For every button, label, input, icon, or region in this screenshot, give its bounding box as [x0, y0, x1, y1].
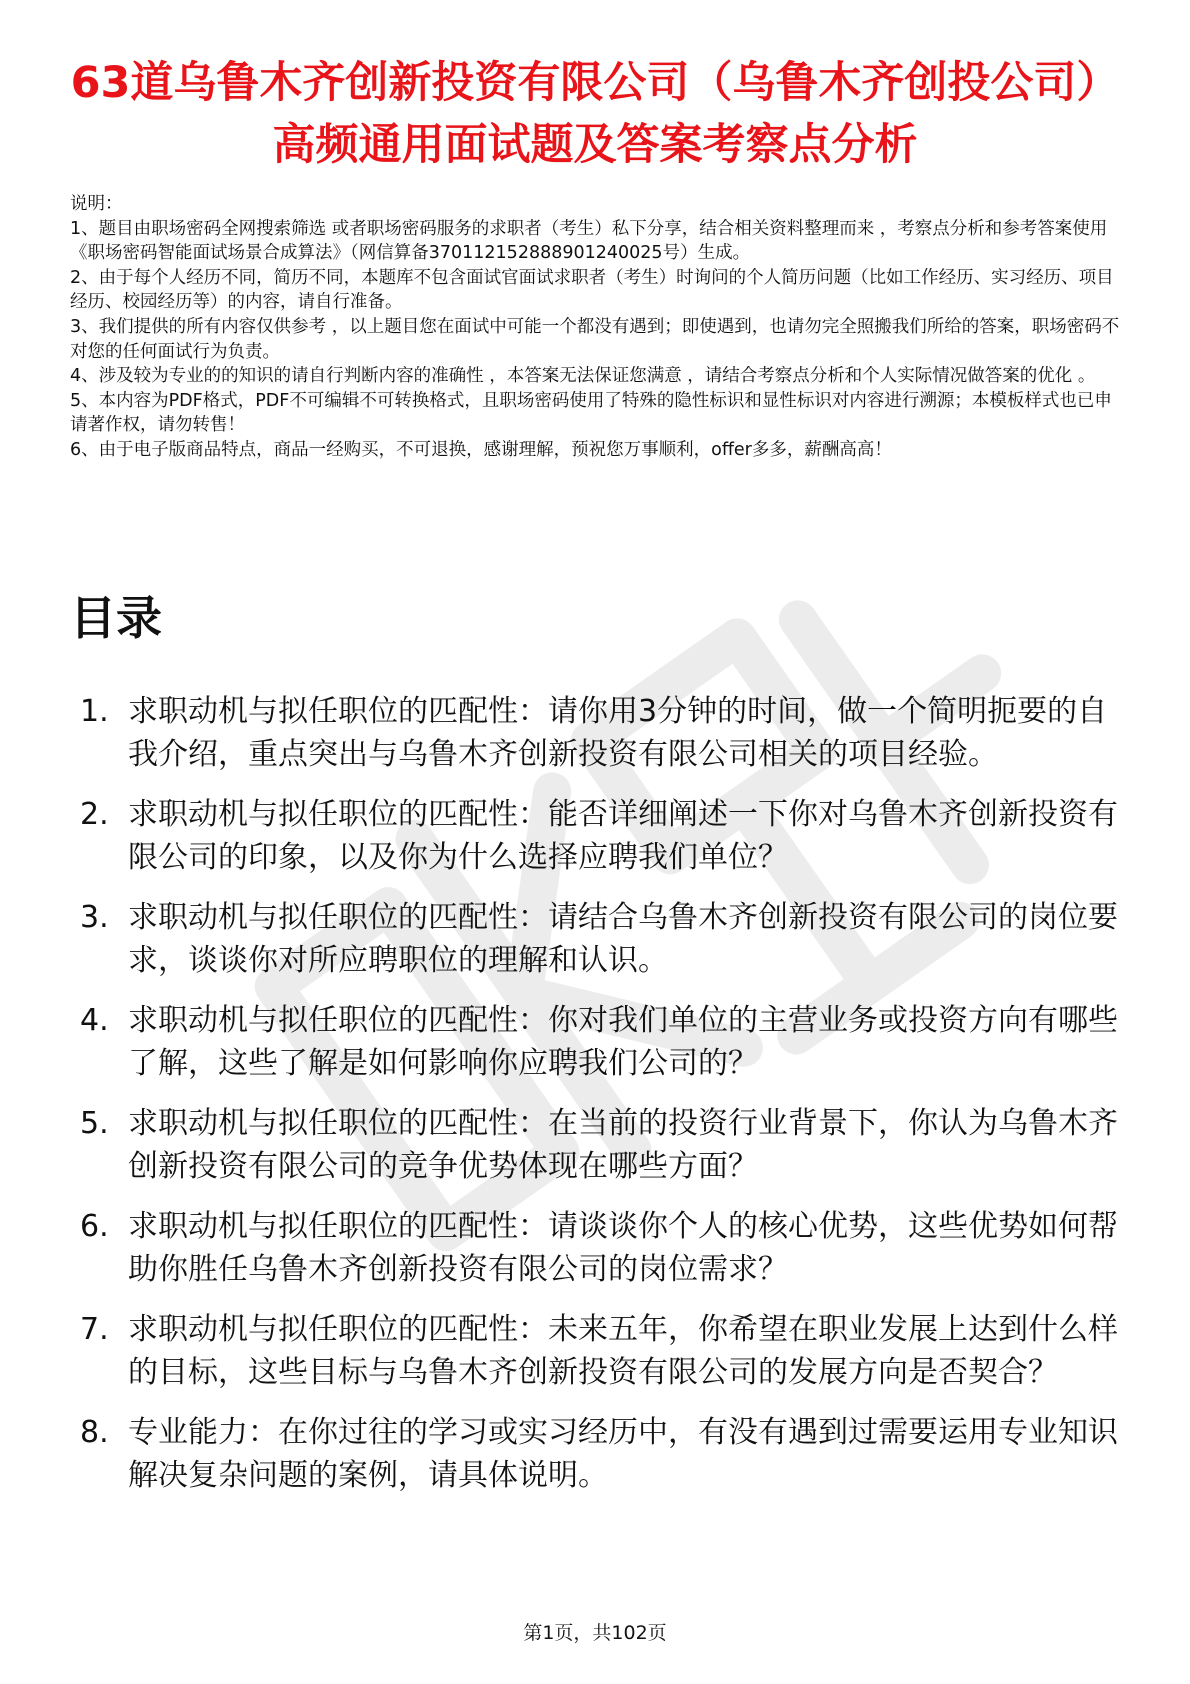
toc-item-text: 求职动机与拟任职位的匹配性：请结合乌鲁木齐创新投资有限公司的岗位要求，谈谈你对所应聘职位的理解和认识。 [128, 900, 1118, 978]
toc-item-number: 6. [80, 1209, 109, 1244]
toc-item-text: 求职动机与拟任职位的匹配性：请你用3分钟的时间，做一个简明扼要的自我介绍，重点突出与乌鲁木齐创新投资有限公司相关的项目经验。 [128, 694, 1108, 772]
toc-item-text: 求职动机与拟任职位的匹配性：未来五年，你希望在职业发展上达到什么样的目标，这些目标与乌鲁木齐创新投资有限公司的发展方向是否契合？ [128, 1312, 1118, 1390]
note-item: 3、我们提供的所有内容仅供参考 ，以上题目您在面试中可能一个都没有遇到；即使遇到，也请勿完全照搬我们所给的答案，职场密码不对您的任何面试行为负责。 [70, 316, 1120, 362]
toc-item[interactable] [70, 1411, 1125, 1497]
toc-item[interactable] [70, 896, 1125, 982]
toc-item[interactable] [70, 793, 1125, 879]
toc-item-number: 8. [80, 1415, 109, 1450]
note-item: 5、本内容为PDF格式，PDF不可编辑不可转换格式，且职场密码使用了特殊的隐性标识和显性标识对内容进行溯源；本模板样式也已申请著作权，请勿转售！ [70, 390, 1112, 436]
toc-item[interactable] [70, 1308, 1125, 1394]
toc-item-number: 3. [80, 900, 109, 935]
toc-item[interactable] [70, 1102, 1125, 1188]
toc-item[interactable] [70, 690, 1125, 776]
toc-item-text: 求职动机与拟任职位的匹配性：能否详细阐述一下你对乌鲁木齐创新投资有限公司的印象，以及你为什么选择应聘我们单位？ [128, 797, 1118, 875]
toc-item-number: 4. [80, 1003, 109, 1038]
note-item: 2、由于每个人经历不同，简历不同，本题库不包含面试官面试求职者（考生）时询问的个人简历问题（比如工作经历、实习经历、项目经历、校园经历等）的内容，请自行准备。 [70, 267, 1114, 313]
note-item: 4、涉及较为专业的的知识的请自行判断内容的准确性 ，本答案无法保证您满意 ，请结合考察点分析和个人实际情况做答案的优化 。 [70, 366, 1096, 387]
toc-heading: 目录 [70, 591, 162, 645]
toc-item-text: 求职动机与拟任职位的匹配性：请谈谈你个人的核心优势，这些优势如何帮助你胜任乌鲁木齐创新投资有限公司的岗位需求？ [128, 1209, 1118, 1287]
notes-section [70, 192, 1120, 463]
toc-item-number: 2. [80, 797, 109, 832]
toc-item[interactable] [70, 999, 1125, 1085]
toc-item-text: 求职动机与拟任职位的匹配性：你对我们单位的主营业务或投资方向有哪些了解，这些了解是如何影响你应聘我们公司的？ [128, 1003, 1118, 1081]
toc-item-text: 求职动机与拟任职位的匹配性：在当前的投资行业背景下，你认为乌鲁木齐创新投资有限公司的竞争优势体现在哪些方面？ [128, 1106, 1118, 1184]
notes-heading: 说明： [70, 194, 123, 214]
toc-item[interactable] [70, 1205, 1125, 1291]
note-item: 6、由于电子版商品特点，商品一经购买，不可退换，感谢理解，预祝您万事顺利，offer多多，薪酬高高！ [70, 439, 892, 460]
toc-item-number: 5. [80, 1106, 109, 1141]
page-footer: 第1页，共102页 [523, 1622, 667, 1644]
note-item: 1、题目由职场密码全网搜索筛选 或者职场密码服务的求职者（考生）私下分享，结合相关资料整理而来 ，考察点分析和参考答案使用《职场密码智能面试场景合成算法》（网信算备370112152888901240025号）生成。 [70, 218, 1108, 264]
toc-list [70, 690, 1125, 1514]
toc-item-text: 专业能力：在你过往的学习或实习经历中，有没有遇到过需要运用专业知识解决复杂问题的案例，请具体说明。 [128, 1415, 1118, 1493]
toc-item-number: 1. [80, 694, 109, 729]
document-title: 63道乌鲁木齐创新投资有限公司（乌鲁木齐创投公司）高频通用面试题及答案考察点分析 [70, 58, 1120, 170]
toc-item-number: 7. [80, 1312, 109, 1347]
